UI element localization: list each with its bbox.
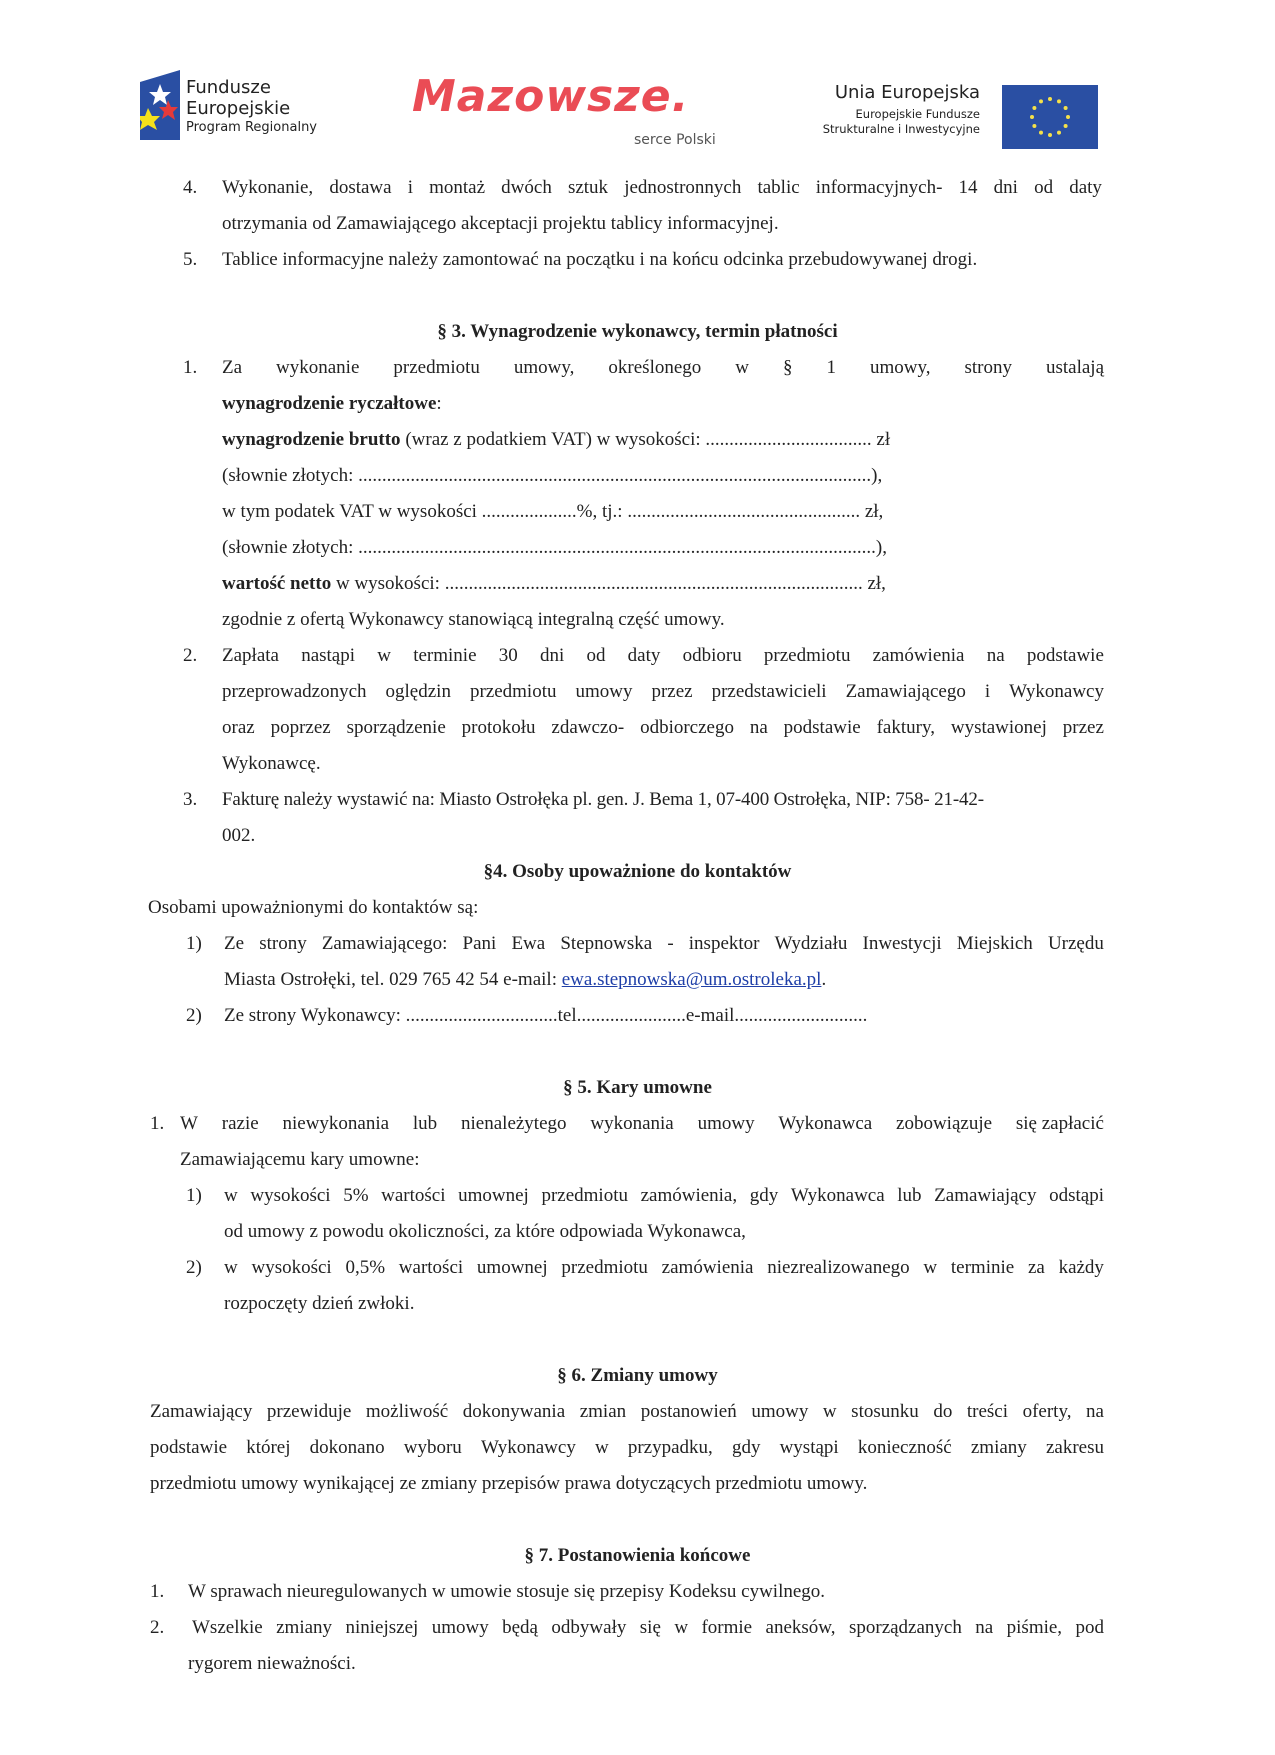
word: dni bbox=[539, 645, 565, 666]
word: umowy bbox=[751, 1401, 809, 1422]
s3-item1-line2: wynagrodzenie ryczałtowe: bbox=[222, 393, 442, 414]
word: zdawczo- bbox=[551, 717, 625, 738]
item-number: 3. bbox=[183, 789, 198, 810]
word: zmian bbox=[579, 1401, 627, 1422]
word: wysokości bbox=[251, 1257, 332, 1278]
word: Pani bbox=[462, 933, 497, 954]
word: na bbox=[749, 717, 768, 738]
brutto-label: wynagrodzenie brutto bbox=[222, 429, 401, 450]
word: możliwość bbox=[365, 1401, 449, 1422]
mazowsze-tagline: serce Polski bbox=[634, 132, 716, 148]
word: zakresu bbox=[1045, 1437, 1104, 1458]
word: oraz bbox=[222, 717, 255, 738]
word: umownej bbox=[476, 1257, 548, 1278]
word: sztuk bbox=[567, 177, 609, 198]
section3-heading: § 3. Wynagrodzenie wykonawcy, termin płatności bbox=[437, 321, 838, 342]
word: Wykonawca bbox=[790, 1185, 885, 1206]
word: wysokości bbox=[250, 1185, 331, 1206]
word: lub bbox=[412, 1113, 438, 1134]
word: dokonano bbox=[309, 1437, 385, 1458]
word: nastąpi bbox=[301, 645, 356, 666]
word: podstawie bbox=[1026, 645, 1104, 666]
item-number: 4. bbox=[183, 177, 198, 198]
s4-intro: Osobami upoważnionymi do kontaktów są: bbox=[148, 897, 479, 918]
word: nienależytego bbox=[461, 1113, 567, 1134]
slownie-field-2: (słownie złotych: .............................................................................................................), bbox=[222, 537, 887, 558]
s5-sub2-line2: rozpoczęty dzień zwłoki. bbox=[224, 1293, 415, 1314]
word: zmiany bbox=[276, 1617, 333, 1638]
s7-item2-line1 bbox=[192, 1616, 1104, 1640]
word: się zapłacić bbox=[1015, 1113, 1104, 1134]
word: na bbox=[1086, 1401, 1104, 1422]
s3-item3-line1: Fakturę należy wystawić na: Miasto Ostrołęka pl. gen. J. Bema 1, 07-400 Ostrołęka, NIP: 758- 21-42- bbox=[222, 789, 984, 810]
word: dni bbox=[993, 177, 1018, 198]
word: umowy bbox=[431, 1617, 489, 1638]
unia-europejska-logo bbox=[780, 82, 980, 137]
word: zobowiązuje bbox=[896, 1113, 993, 1134]
s7-item2-line2: rygorem nieważności. bbox=[188, 1653, 356, 1674]
item-number: 1. bbox=[150, 1581, 165, 1602]
word: zamówienia, bbox=[640, 1185, 738, 1206]
word: Urzędu bbox=[1047, 933, 1104, 954]
word: Wszelkie bbox=[192, 1617, 263, 1638]
word: informacyjnych- bbox=[815, 177, 943, 198]
word: lub bbox=[897, 1185, 922, 1206]
word: przewiduje bbox=[266, 1401, 352, 1422]
word: wartości bbox=[381, 1185, 446, 1206]
word: w bbox=[224, 1257, 238, 1278]
s5-sub2-line1 bbox=[224, 1256, 1104, 1280]
word: postanowień bbox=[640, 1401, 737, 1422]
word: odbiorczego bbox=[640, 717, 734, 738]
vat-field: w tym podatek VAT w wysokości ....................%, tj.: ................................................. zł, bbox=[222, 501, 884, 522]
word: protokołu bbox=[461, 717, 536, 738]
s3-item2-line2 bbox=[222, 680, 1104, 704]
word: i bbox=[984, 681, 991, 702]
word: Za bbox=[222, 357, 243, 378]
brutto-blank: (wraz z podatkiem VAT) w wysokości: ................................... zł bbox=[400, 429, 891, 450]
word: 5% bbox=[343, 1185, 369, 1206]
word: Stepnowska bbox=[560, 933, 653, 954]
word: Wykonawca bbox=[778, 1113, 873, 1134]
netto-field bbox=[222, 572, 886, 596]
word: W bbox=[180, 1113, 198, 1134]
s5-sub1-line1 bbox=[224, 1184, 1104, 1208]
word: wyboru bbox=[403, 1437, 462, 1458]
s3-item2-line1 bbox=[222, 644, 1104, 668]
s5-sub1-line2: od umowy z powodu okoliczności, za które odpowiada Wykonawca, bbox=[224, 1221, 746, 1242]
s4-item2-line1: Ze strony Wykonawcy: ................................tel.......................e-mail............................ bbox=[224, 1005, 868, 1026]
s2-item4-line2: otrzymania od Zamawiającego akceptacji projektu tablicy informacyjnej. bbox=[222, 213, 779, 234]
word: na bbox=[986, 645, 1005, 666]
fe-line3: Program Regionalny bbox=[186, 120, 317, 135]
item-number: 1) bbox=[186, 1185, 202, 1206]
word: Ze bbox=[224, 933, 245, 954]
netto-blank: w wysokości: ........................................................................................ zł, bbox=[331, 573, 886, 594]
ue-sub1: Europejskie Fundusze bbox=[855, 107, 980, 121]
email-link[interactable]: ewa.stepnowska@um.ostroleka.pl bbox=[561, 969, 822, 990]
item-number: 1) bbox=[186, 933, 202, 954]
word: wykonania bbox=[590, 1113, 674, 1134]
word: gdy bbox=[749, 1185, 779, 1206]
word: daty bbox=[1069, 177, 1102, 198]
s6-line3: przedmiotu umowy wynikającej ze zmiany przepisów prawa dotyczących przedmiotu umowy. bbox=[150, 1473, 868, 1494]
word: Zamawiający bbox=[150, 1401, 253, 1422]
word: poprzez bbox=[270, 717, 331, 738]
word: przedmiotu bbox=[393, 357, 480, 378]
s2-item4-line1 bbox=[222, 176, 1102, 200]
item-number: 2. bbox=[183, 645, 198, 666]
s3-item1-line1 bbox=[222, 356, 1104, 380]
word: Zamawiającego bbox=[845, 681, 966, 702]
word: odstąpi bbox=[1049, 1185, 1104, 1206]
word: Zapłata bbox=[222, 645, 279, 666]
word: konieczność bbox=[857, 1437, 952, 1458]
word: w bbox=[224, 1185, 238, 1206]
word: przeprowadzonych bbox=[222, 681, 367, 702]
word: jednostronnych bbox=[624, 177, 742, 198]
mazowsze-wordmark: Mazowsze. bbox=[412, 71, 690, 122]
word: odbywały bbox=[551, 1617, 627, 1638]
word: Wykonawcy bbox=[1009, 681, 1104, 702]
section7-heading: § 7. Postanowienia końcowe bbox=[524, 1545, 751, 1566]
word: Wydziału bbox=[774, 933, 848, 954]
word: przedmiotu bbox=[469, 681, 557, 702]
word: umowy bbox=[575, 681, 633, 702]
word: stosunku bbox=[851, 1401, 919, 1422]
item-number: 1. bbox=[150, 1113, 165, 1134]
word: umowy, bbox=[869, 357, 931, 378]
word: zamówienia bbox=[661, 1257, 754, 1278]
word: wartości bbox=[398, 1257, 464, 1278]
word: gdy bbox=[731, 1437, 761, 1458]
header-logos bbox=[0, 0, 1275, 150]
word: wystąpi bbox=[779, 1437, 839, 1458]
mazowsze-logo bbox=[412, 71, 742, 148]
ryczaltowe-label: wynagrodzenie ryczałtowe bbox=[222, 393, 437, 414]
ue-title: Unia Europejska bbox=[834, 82, 980, 103]
word: do bbox=[933, 1401, 953, 1422]
word: niewykonania bbox=[282, 1113, 390, 1134]
word: w bbox=[735, 357, 750, 378]
s3-item3-line2: 002. bbox=[222, 825, 256, 846]
word: przedmiotu bbox=[561, 1257, 648, 1278]
word: dokonywania bbox=[462, 1401, 566, 1422]
word: podstawie bbox=[783, 717, 861, 738]
s5-item1-line2: Zamawiającemu kary umowne: bbox=[180, 1149, 420, 1170]
word: za bbox=[1027, 1257, 1045, 1278]
brutto-field bbox=[222, 428, 890, 452]
item-number: 2) bbox=[186, 1257, 202, 1278]
word: przedmiotu bbox=[541, 1185, 628, 1206]
word: sporządzenie bbox=[346, 717, 446, 738]
section6-heading: § 6. Zmiany umowy bbox=[557, 1365, 718, 1386]
word: 0,5% bbox=[345, 1257, 386, 1278]
word: 1 bbox=[826, 357, 836, 378]
word: oględzin bbox=[385, 681, 451, 702]
word: wykonanie bbox=[276, 357, 360, 378]
word: dostawa bbox=[329, 177, 392, 198]
word: przedmiotu bbox=[763, 645, 851, 666]
word: umownej bbox=[458, 1185, 529, 1206]
word: sporządzanych bbox=[848, 1617, 962, 1638]
word: Ewa bbox=[511, 933, 546, 954]
ue-sub2: Strukturalne i Inwestycyjne bbox=[822, 122, 980, 136]
slownie-field-1: (słownie złotych: ............................................................................................................), bbox=[222, 465, 883, 486]
word: odbioru bbox=[682, 645, 742, 666]
word: daty bbox=[627, 645, 661, 666]
word: wystawionej bbox=[950, 717, 1047, 738]
word: zamówienia bbox=[872, 645, 965, 666]
s4-item1-line2: Miasta Ostrołęki, tel. 029 765 42 54 e-mail: ewa.stepnowska@um.ostroleka.pl. bbox=[224, 969, 827, 990]
word: niezrealizowanego bbox=[767, 1257, 910, 1278]
word: tablic bbox=[757, 177, 800, 198]
netto-label: wartość netto bbox=[222, 573, 332, 594]
word: w bbox=[923, 1257, 938, 1278]
word: treści bbox=[966, 1401, 1009, 1422]
item-number: 2. bbox=[150, 1617, 165, 1638]
section4-heading: §4. Osoby upoważnione do kontaktów bbox=[483, 861, 792, 882]
s6-line2 bbox=[150, 1436, 1104, 1460]
word: zmiany bbox=[970, 1437, 1027, 1458]
word: i bbox=[407, 177, 413, 198]
item-number: 1. bbox=[183, 357, 198, 378]
word: Zamawiającego: bbox=[321, 933, 448, 954]
word: przypadku, bbox=[627, 1437, 713, 1458]
s7-item1-line1: W sprawach nieuregulowanych w umowie stosuje się przepisy Kodeksu cywilnego. bbox=[188, 1581, 826, 1602]
word: strony bbox=[964, 357, 1012, 378]
word: aneksów, bbox=[765, 1617, 836, 1638]
fe-line2: Europejskie bbox=[186, 98, 291, 119]
word: przedstawicieli bbox=[711, 681, 827, 702]
word: określonego bbox=[608, 357, 702, 378]
word: Miejskich bbox=[956, 933, 1033, 954]
s3-item2-line4: Wykonawcę. bbox=[222, 753, 321, 774]
s4-item1-line1 bbox=[224, 932, 1104, 956]
word: w bbox=[674, 1617, 689, 1638]
word: w bbox=[822, 1401, 837, 1422]
word: 30 bbox=[498, 645, 518, 666]
word: pod bbox=[1075, 1617, 1104, 1638]
word: każdy bbox=[1058, 1257, 1104, 1278]
word: § bbox=[783, 357, 793, 378]
word: w bbox=[594, 1437, 609, 1458]
fe-flag-icon bbox=[140, 70, 180, 140]
word: razie bbox=[221, 1113, 259, 1134]
word: terminie bbox=[950, 1257, 1015, 1278]
eu-flag-icon bbox=[1002, 85, 1098, 149]
word: strony bbox=[259, 933, 307, 954]
word: ustalają bbox=[1045, 357, 1104, 378]
word: na bbox=[975, 1617, 994, 1638]
word: Wykonawcy bbox=[480, 1437, 576, 1458]
s5-item1-line1 bbox=[180, 1112, 1104, 1136]
word: się bbox=[639, 1617, 661, 1638]
word: Zamawiający bbox=[934, 1185, 1037, 1206]
word: Inwestycji bbox=[862, 933, 942, 954]
word: której bbox=[246, 1437, 291, 1458]
word: przez bbox=[1062, 717, 1104, 738]
word: 14 bbox=[958, 177, 978, 198]
s3-item1-zgodnie: zgodnie z ofertą Wykonawcy stanowiącą integralną część umowy. bbox=[222, 609, 725, 630]
word: w bbox=[377, 645, 391, 666]
word: terminie bbox=[413, 645, 477, 666]
word: umowy, bbox=[513, 357, 575, 378]
fe-line1: Fundusze bbox=[186, 77, 271, 98]
word: podstawie bbox=[150, 1437, 228, 1458]
s3-item2-line3 bbox=[222, 716, 1104, 740]
word: dwóch bbox=[501, 177, 552, 198]
word: - bbox=[667, 933, 674, 954]
word: będą bbox=[502, 1617, 538, 1638]
word: niniejszej bbox=[345, 1617, 419, 1638]
word: inspektor bbox=[688, 933, 760, 954]
word: od bbox=[1034, 177, 1054, 198]
word: od bbox=[586, 645, 606, 666]
word: przez bbox=[651, 681, 693, 702]
word: faktury, bbox=[876, 717, 935, 738]
word: oferty, bbox=[1022, 1401, 1072, 1422]
word: piśmie, bbox=[1006, 1617, 1063, 1638]
s2-item5-line1: Tablice informacyjne należy zamontować na początku i na końcu odcinka przebudowywanej drogi. bbox=[222, 249, 978, 270]
word: Wykonanie, bbox=[222, 177, 314, 198]
item-number: 2) bbox=[186, 1005, 202, 1026]
s6-line1 bbox=[150, 1400, 1104, 1424]
item-number: 5. bbox=[183, 249, 198, 270]
section5-heading: § 5. Kary umowne bbox=[563, 1077, 712, 1098]
word: umowy bbox=[697, 1113, 755, 1134]
word: formie bbox=[701, 1617, 753, 1638]
word: montaż bbox=[429, 177, 486, 198]
